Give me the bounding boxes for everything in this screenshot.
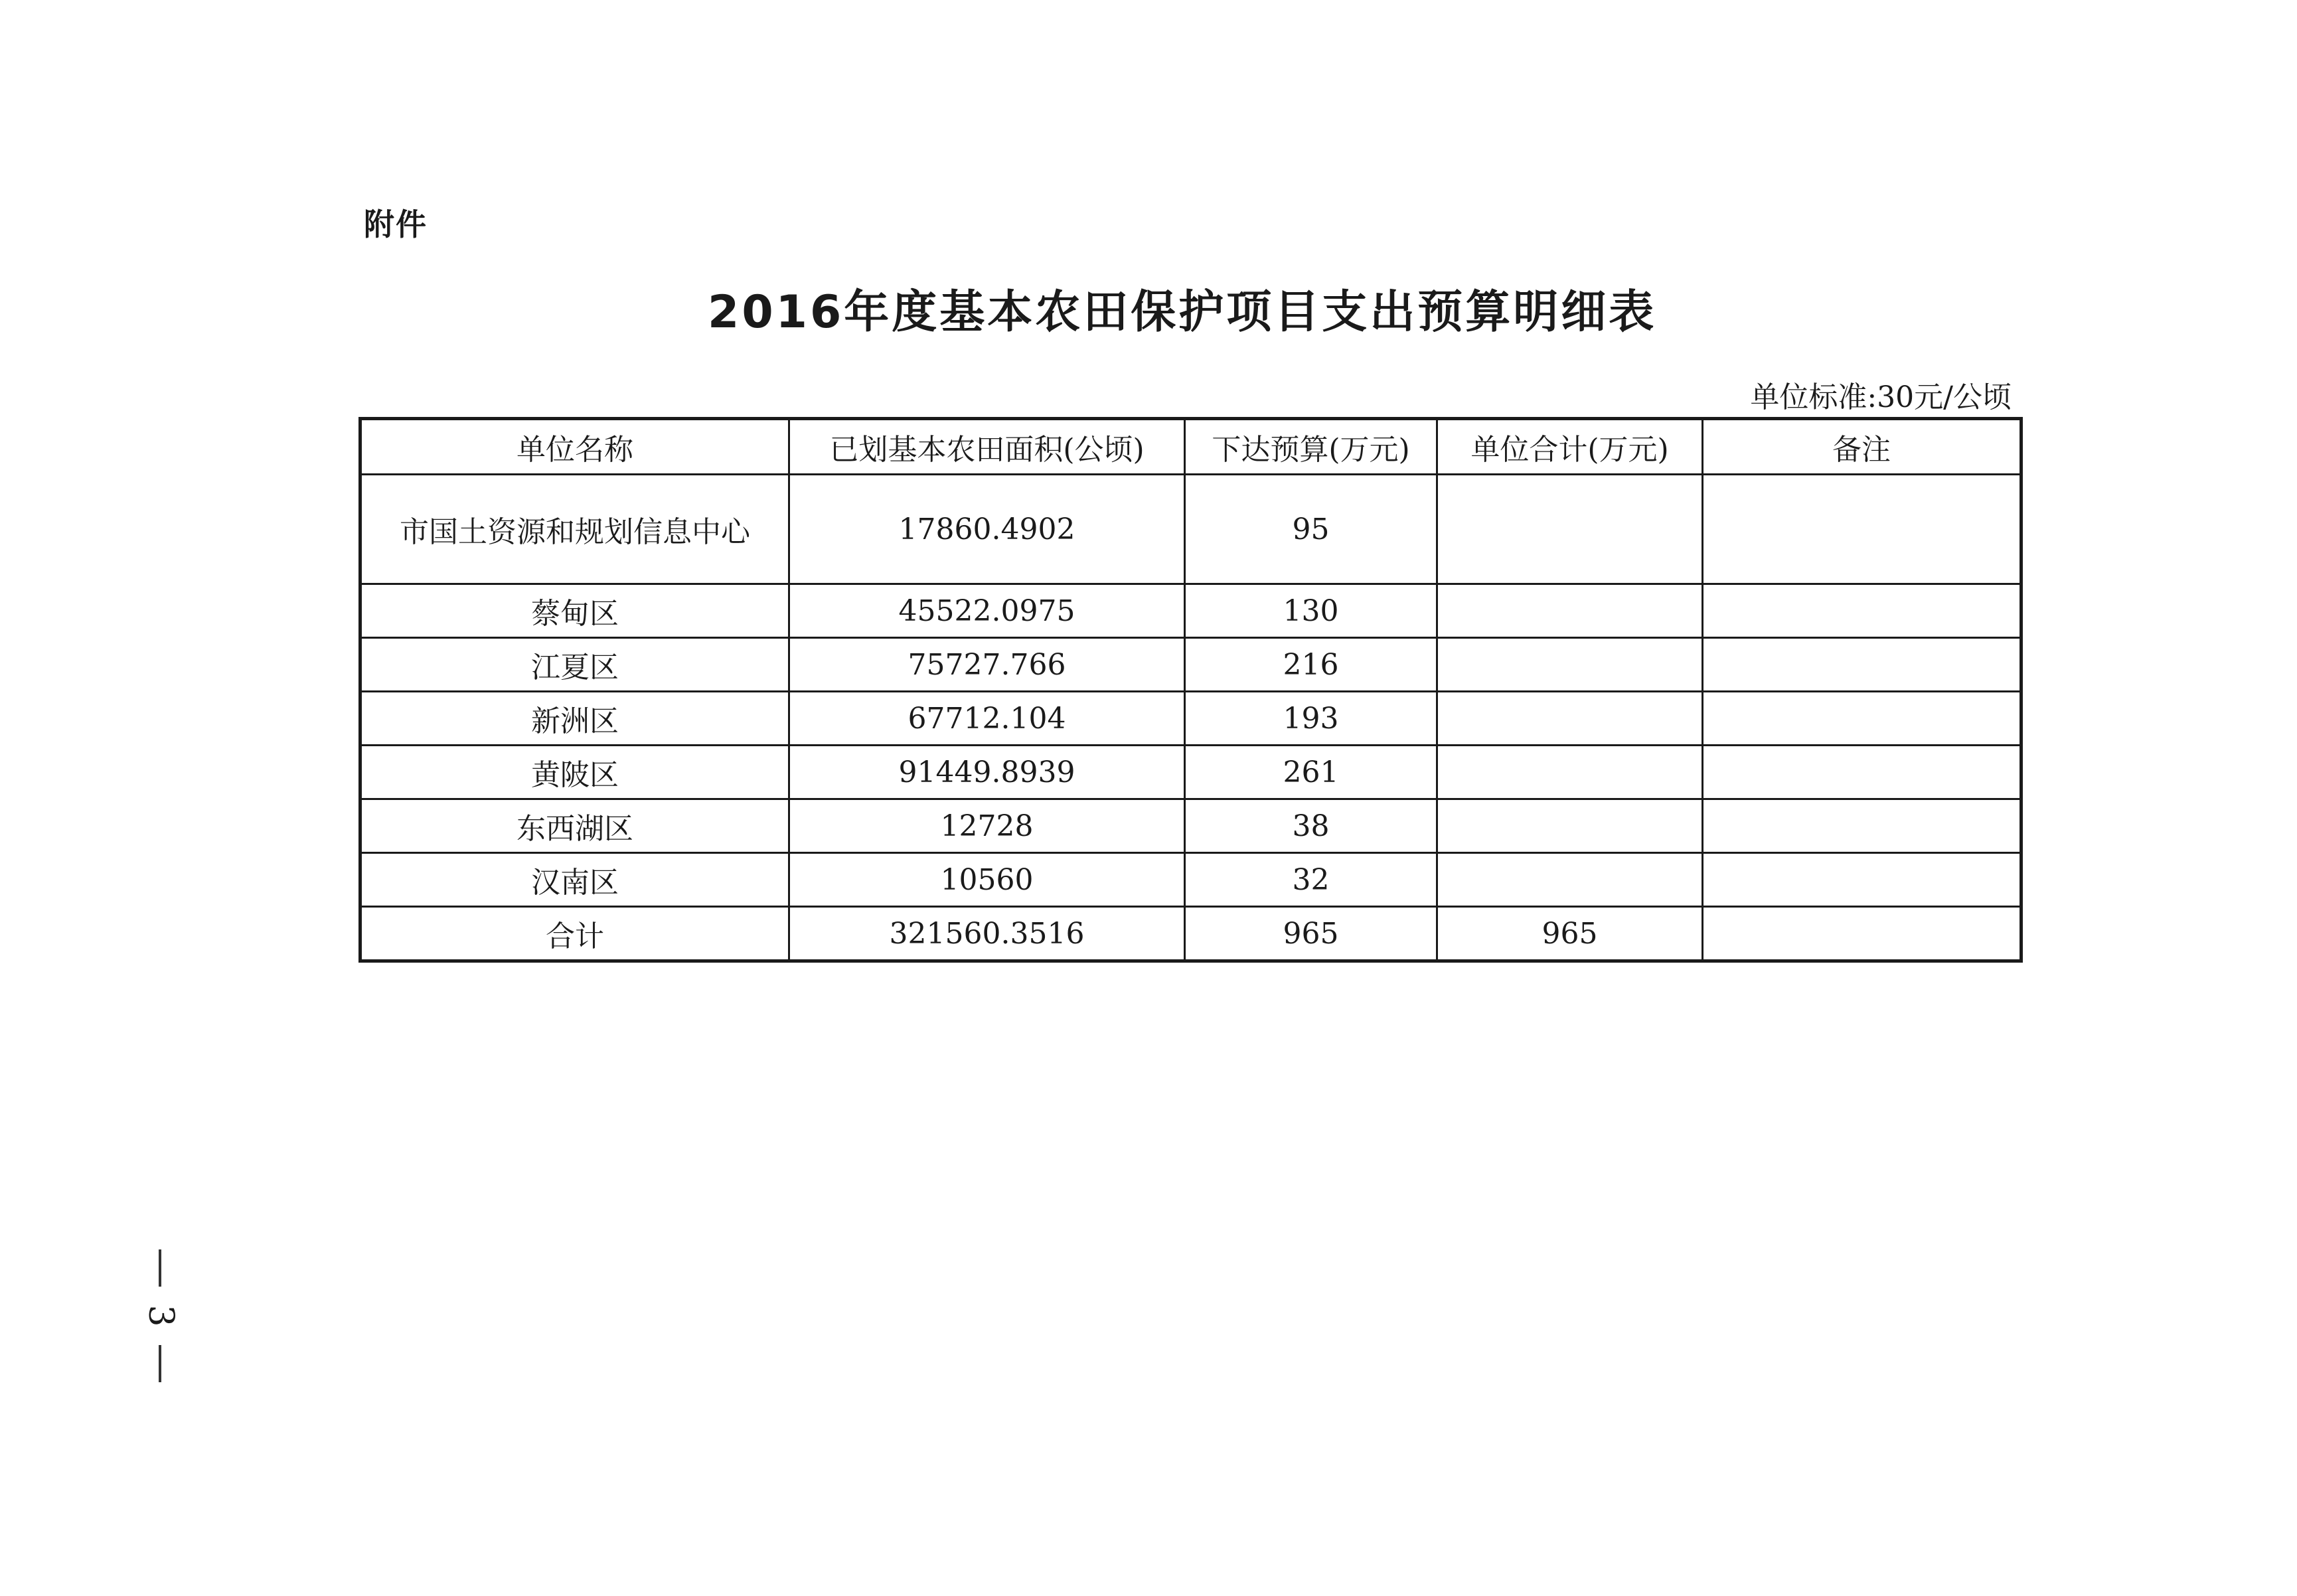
cell-allocated-budget: 216 — [1185, 638, 1437, 692]
cell-remarks — [1703, 853, 2021, 907]
table-row — [360, 799, 2021, 853]
page-number — [141, 1249, 181, 1382]
table-total-row — [360, 907, 2021, 961]
cell-allocated-budget: 261 — [1185, 746, 1437, 799]
header-unit-total: 单位合计(万元) — [1437, 419, 1703, 475]
page-number-digit: 3 — [141, 1305, 181, 1327]
table-row — [360, 638, 2021, 692]
page-number-bottom-dash — [159, 1345, 161, 1382]
cell-farmland-area: 91449.8939 — [789, 746, 1185, 799]
table-header-row — [360, 419, 2021, 475]
cell-farmland-area: 45522.0975 — [789, 584, 1185, 638]
cell-unit-name: 江夏区 — [360, 638, 789, 692]
cell-total-allocated-budget: 965 — [1185, 907, 1437, 961]
cell-allocated-budget: 32 — [1185, 853, 1437, 907]
cell-farmland-area: 12728 — [789, 799, 1185, 853]
cell-unit-name: 黄陂区 — [360, 746, 789, 799]
cell-remarks — [1703, 692, 2021, 746]
cell-total-unit-total: 965 — [1437, 907, 1703, 961]
cell-unit-name: 蔡甸区 — [360, 584, 789, 638]
cell-remarks — [1703, 475, 2021, 584]
cell-remarks — [1703, 638, 2021, 692]
table-row — [360, 692, 2021, 746]
unit-standard-note: 单位标准:30元/公顷 — [1750, 380, 2012, 414]
cell-total-label: 合计 — [360, 907, 789, 961]
header-unit-name: 单位名称 — [360, 419, 789, 475]
attachment-label: 附件 — [364, 206, 428, 242]
header-remarks: 备注 — [1703, 419, 2021, 475]
cell-unit-total — [1437, 853, 1703, 907]
cell-allocated-budget: 193 — [1185, 692, 1437, 746]
cell-total-farmland-area: 321560.3516 — [789, 907, 1185, 961]
cell-unit-total — [1437, 638, 1703, 692]
header-allocated-budget: 下达预算(万元) — [1185, 419, 1437, 475]
cell-unit-total — [1437, 746, 1703, 799]
cell-total-remarks — [1703, 907, 2021, 961]
cell-unit-name: 汉南区 — [360, 853, 789, 907]
cell-unit-name: 市国土资源和规划信息中心 — [360, 475, 789, 584]
budget-table — [358, 417, 2023, 963]
cell-farmland-area: 10560 — [789, 853, 1185, 907]
cell-unit-total — [1437, 692, 1703, 746]
cell-allocated-budget: 38 — [1185, 799, 1437, 853]
cell-farmland-area: 17860.4902 — [789, 475, 1185, 584]
cell-remarks — [1703, 584, 2021, 638]
header-farmland-area: 已划基本农田面积(公顷) — [789, 419, 1185, 475]
table-row — [360, 853, 2021, 907]
cell-allocated-budget: 130 — [1185, 584, 1437, 638]
cell-unit-total — [1437, 799, 1703, 853]
table-row — [360, 584, 2021, 638]
cell-farmland-area: 67712.104 — [789, 692, 1185, 746]
document-title: 2016年度基本农田保护项目支出预算明细表 — [708, 286, 1657, 339]
table-row — [360, 746, 2021, 799]
cell-unit-total — [1437, 475, 1703, 584]
cell-unit-total — [1437, 584, 1703, 638]
cell-remarks — [1703, 746, 2021, 799]
page-number-top-dash — [159, 1249, 161, 1287]
cell-unit-name: 新洲区 — [360, 692, 789, 746]
cell-unit-name: 东西湖区 — [360, 799, 789, 853]
cell-allocated-budget: 95 — [1185, 475, 1437, 584]
cell-farmland-area: 75727.766 — [789, 638, 1185, 692]
table-row — [360, 475, 2021, 584]
cell-remarks — [1703, 799, 2021, 853]
